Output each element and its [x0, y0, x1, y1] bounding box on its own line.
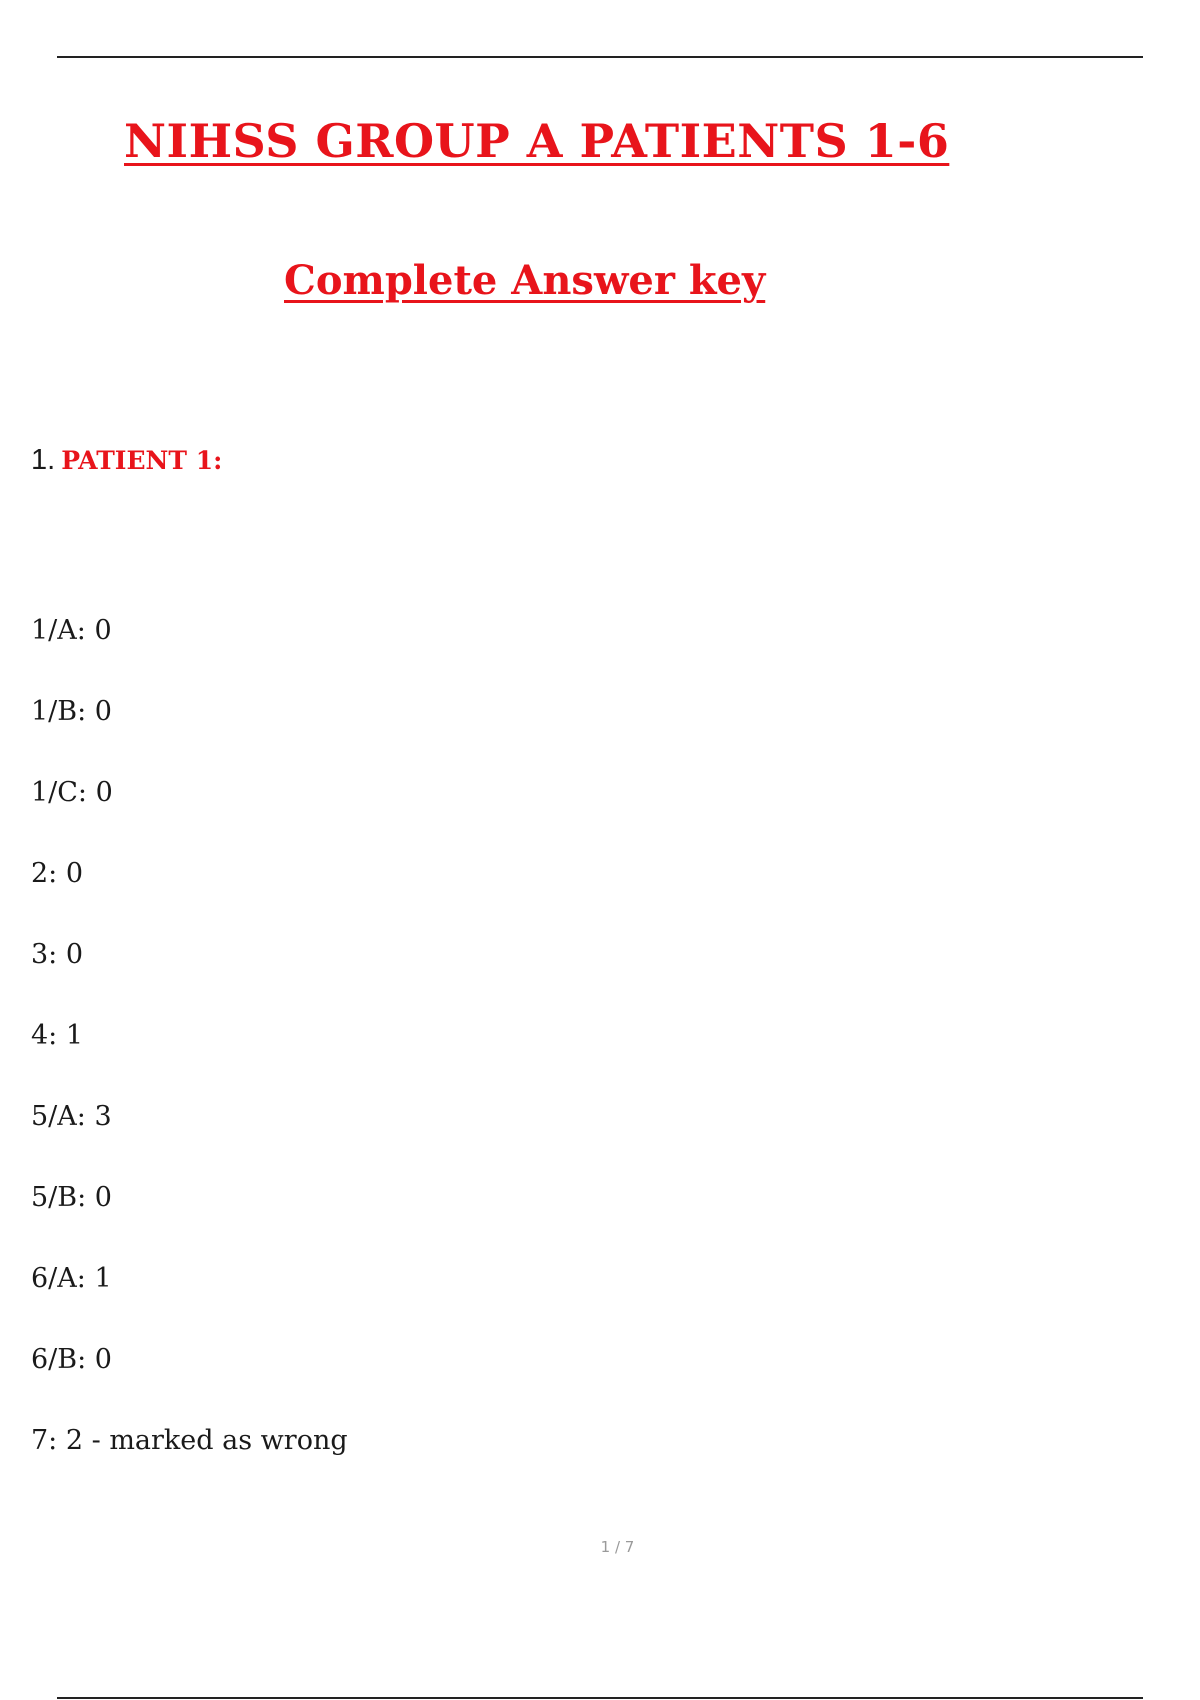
answer-item: 5/A: 3 [31, 1101, 112, 1132]
bottom-rule [57, 1697, 1143, 1699]
patient-heading [31, 444, 222, 477]
answer-item: 6/B: 0 [31, 1344, 112, 1375]
document-subtitle: Complete Answer key [284, 257, 766, 304]
answer-item: 1/A: 0 [31, 615, 112, 646]
patient-number: 1. [31, 444, 56, 476]
answer-item: 7: 2 - marked as wrong [31, 1425, 348, 1456]
answer-list [31, 615, 348, 1506]
answer-item: 6/A: 1 [31, 1263, 112, 1294]
answer-item: 4: 1 [31, 1020, 84, 1051]
answer-item: 1/C: 0 [31, 777, 113, 808]
patient-label: PATIENT 1: [61, 446, 223, 475]
answer-item: 2: 0 [31, 858, 84, 889]
page-indicator: 1 / 7 [600, 1538, 635, 1556]
document-title: NIHSS GROUP A PATIENTS 1-6 [124, 114, 950, 168]
answer-item: 3: 0 [31, 939, 84, 970]
answer-item: 5/B: 0 [31, 1182, 112, 1213]
top-rule [57, 56, 1143, 58]
answer-item: 1/B: 0 [31, 696, 112, 727]
